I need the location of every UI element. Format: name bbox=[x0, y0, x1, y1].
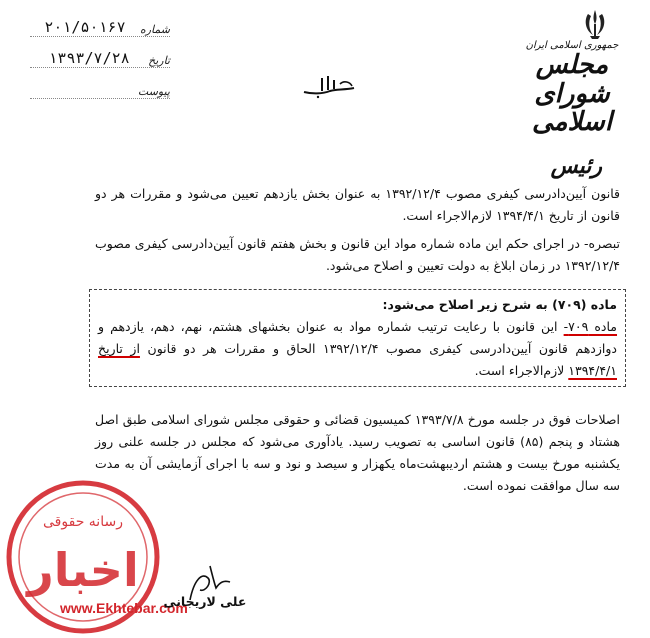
paragraph-2: تبصره- در اجرای حکم این ماده شماره مواد این قانون و بخش هفتم قانون آیین‌دادرسی کیفری مصوب ۱۳۹۲/۱۲/۴ در زمان ابلاغ به دولت تعیین و اصلاح می‌شود. bbox=[95, 236, 620, 273]
paragraph-3: اصلاحات فوق در جلسه مورخ ۱۳۹۳/۷/۸ کمیسیون قضائی و حقوقی مجلس شورای اسلامی طبق اصل هشتاد و پنجم (۸۵) قانون اساسی به تصویب رسید. یادآوری می‌شود که مجلس در جلسه علنی روز یکشنبه مورخ بیست و هشتم اردیبهشت‌ماه یکهزار و سیصد و نود و سه با اجرای آزمایشی آن به مدت سه سال موافقت نموده است. bbox=[95, 412, 621, 493]
stamp-main-text: اخبار bbox=[27, 543, 139, 597]
date-value: ۱۳۹۳/۷/۲۸ bbox=[48, 49, 130, 67]
number-value: ۲۰۱/۵۰۱۶۷ bbox=[44, 18, 126, 36]
signer-name: علی لاریجانی bbox=[163, 594, 247, 609]
basmala-calligraphy-icon bbox=[300, 70, 360, 100]
letterhead-role: رئیس bbox=[550, 152, 602, 179]
amendment-text bbox=[98, 316, 617, 382]
paragraph-1: قانون آیین‌دادرسی کیفری مصوب ۱۳۹۲/۱۲/۴ به عنوان بخش یازدهم تعیین می‌شود و مقررات هر دو قانون از تاریخ ۱۳۹۴/۴/۱ لازم‌الاجراء است. bbox=[95, 186, 621, 223]
effective-date-highlight: از تاریخ ۱۳۹۴/۴/۱ bbox=[98, 341, 617, 378]
attachment-row bbox=[30, 70, 170, 99]
letterhead-line2: مجلس شورای اسلامی bbox=[531, 50, 613, 138]
letterhead-line1: جمهوری اسلامی ایران bbox=[525, 40, 619, 51]
amendment-text-part1: این قانون با رعایت ترتیب شماره مواد به عنوان بخشهای هشتم، نهم، دهم، یازدهم و دوازدهم قانون آیین‌دادرسی کیفری مصوب ۱۳۹۲/۱۲/۴ الحاق و مقررات هر دو قانون bbox=[98, 319, 617, 356]
amendment-title: ماده (۷۰۹) به شرح زیر اصلاح می‌شود: bbox=[382, 297, 617, 312]
iran-emblem-icon bbox=[580, 8, 610, 40]
amendment-text-part2: لازم‌الاجراء است. bbox=[474, 363, 569, 378]
article-number-highlight: ماده ۷۰۹- bbox=[563, 319, 618, 334]
document-meta bbox=[30, 8, 170, 101]
amendment-box bbox=[89, 289, 626, 387]
number-label: شماره bbox=[139, 23, 170, 36]
number-row bbox=[30, 8, 170, 37]
stamp-top-text: رسانه حقوقی bbox=[43, 514, 123, 530]
watermark-url: www.Ekhtebar.com bbox=[60, 600, 188, 616]
date-row bbox=[30, 39, 170, 68]
attachment-label: پیوست bbox=[137, 85, 170, 98]
document-body bbox=[95, 183, 620, 503]
date-label: تاریخ bbox=[148, 54, 170, 67]
letterhead bbox=[512, 40, 632, 179]
